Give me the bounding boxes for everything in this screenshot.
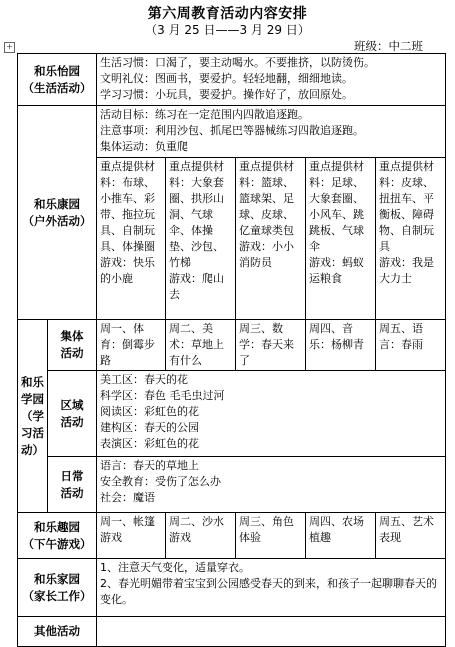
afternoon-game-day: 周四、农场植趣 — [306, 513, 376, 559]
outdoor-column: 重点提供材料：足球、大象套圈、小风车、跳跳板、气球伞 游戏：蚂蚁运粮食 — [306, 158, 376, 320]
collective-day: 周三、数学：春天来了 — [236, 320, 306, 371]
collective-day: 周五、语言：春雨 — [376, 320, 446, 371]
parent-work-cell — [97, 559, 446, 617]
list-item: 文明礼仪：图画书，要爱护。轻轻地翻，细细地读。 — [100, 72, 353, 85]
list-item: 表演区：彩虹色的花 — [100, 437, 199, 450]
list-item: 阅读区：彩虹色的花 — [100, 405, 199, 418]
section-label-other: 其他活动 — [18, 617, 97, 647]
collective-day: 周二、美术：草地上有什么 — [166, 320, 236, 371]
schedule-table — [17, 53, 446, 647]
life-activity-cell — [97, 54, 446, 106]
outdoor-column: 重点提供材料：皮球、扭扭车、平衡板、障碍物、自制玩具 游戏：我是大力士 — [376, 158, 446, 320]
list-item: 注意事项：利用沙包、抓尾巴等器械练习四散追逐跑。 — [100, 124, 364, 137]
afternoon-game-day: 周五、艺术表现 — [376, 513, 446, 559]
list-item: 2、春光明媚带着宝宝到公园感受春天的到来，和孩子一起聊聊春天的变化。 — [100, 577, 437, 606]
list-item: 集体运动：负重爬 — [100, 140, 188, 153]
list-item: 生活习惯：口渴了，要主动喝水。不要推挤，以防烫伤。 — [100, 56, 375, 69]
section-label-quyuan: 和乐趣园 （下午游戏） — [18, 513, 97, 559]
list-item: 语言：春天的草地上 — [100, 459, 199, 472]
sub-label-collective: 集体 活动 — [48, 320, 97, 371]
list-item: 建构区：春天的公园 — [100, 421, 199, 434]
list-item: 美工区：春天的花 — [100, 373, 188, 386]
page-title: 第六周教育活动内容安排 — [147, 6, 308, 22]
outdoor-column: 重点提供材料：布球、小推车、彩带、拖拉玩具、自制玩具、体操圈 游戏：快乐的小鹿 — [97, 158, 166, 320]
outdoor-activity-info — [97, 106, 446, 158]
daily-activity-cell — [97, 457, 446, 513]
outdoor-column: 重点提供材料：篮球、篮球架、足球、皮球、亿童球类包 游戏：小小消防员 — [236, 158, 306, 320]
outdoor-column: 重点提供材料：大象套圈、拱形山洞、气球伞、体操垫、沙包、竹梯 游戏：爬山去 — [166, 158, 236, 320]
section-label-kangyuan: 和乐康园 （户外活动） — [18, 106, 97, 320]
afternoon-game-day: 周二、沙水游戏 — [166, 513, 236, 559]
section-label-xueyuan: 和乐 学园 （学 习活 动） — [18, 320, 48, 513]
collective-day: 周四、音乐：杨柳青 — [306, 320, 376, 371]
list-item: 1、注意天气变化，适量穿衣。 — [100, 561, 250, 574]
other-activity-cell[interactable] — [97, 617, 446, 647]
section-label-yiyuan: 和乐怡园 （生活活动） — [18, 54, 97, 106]
list-item: 社会：魔语 — [100, 491, 155, 504]
date-range: （3 月 25 日——3 月 29 日） — [145, 23, 310, 37]
afternoon-game-day: 周三、角色体验 — [236, 513, 306, 559]
sub-label-area: 区域 活动 — [48, 371, 97, 457]
table-move-handle-icon[interactable]: + — [4, 42, 15, 53]
list-item: 安全教育：受伤了怎么办 — [100, 475, 221, 488]
list-item: 活动目标：练习在一定范围内四散追逐跑。 — [100, 108, 309, 121]
class-label: 班级：中二班 — [354, 39, 423, 53]
afternoon-game-day: 周一、帐篷游戏 — [97, 513, 166, 559]
collective-day: 周一、体育：倒霉步路 — [97, 320, 166, 371]
list-item: 科学区：春色 毛毛虫过河 — [100, 389, 225, 402]
area-activity-cell — [97, 371, 446, 457]
section-label-jiayuan: 和乐家园 （家长工作） — [18, 559, 97, 617]
list-item: 学习习惯：小玩具，要爱护。操作好了，放回原处。 — [100, 88, 353, 101]
sub-label-daily: 日常 活动 — [48, 457, 97, 513]
